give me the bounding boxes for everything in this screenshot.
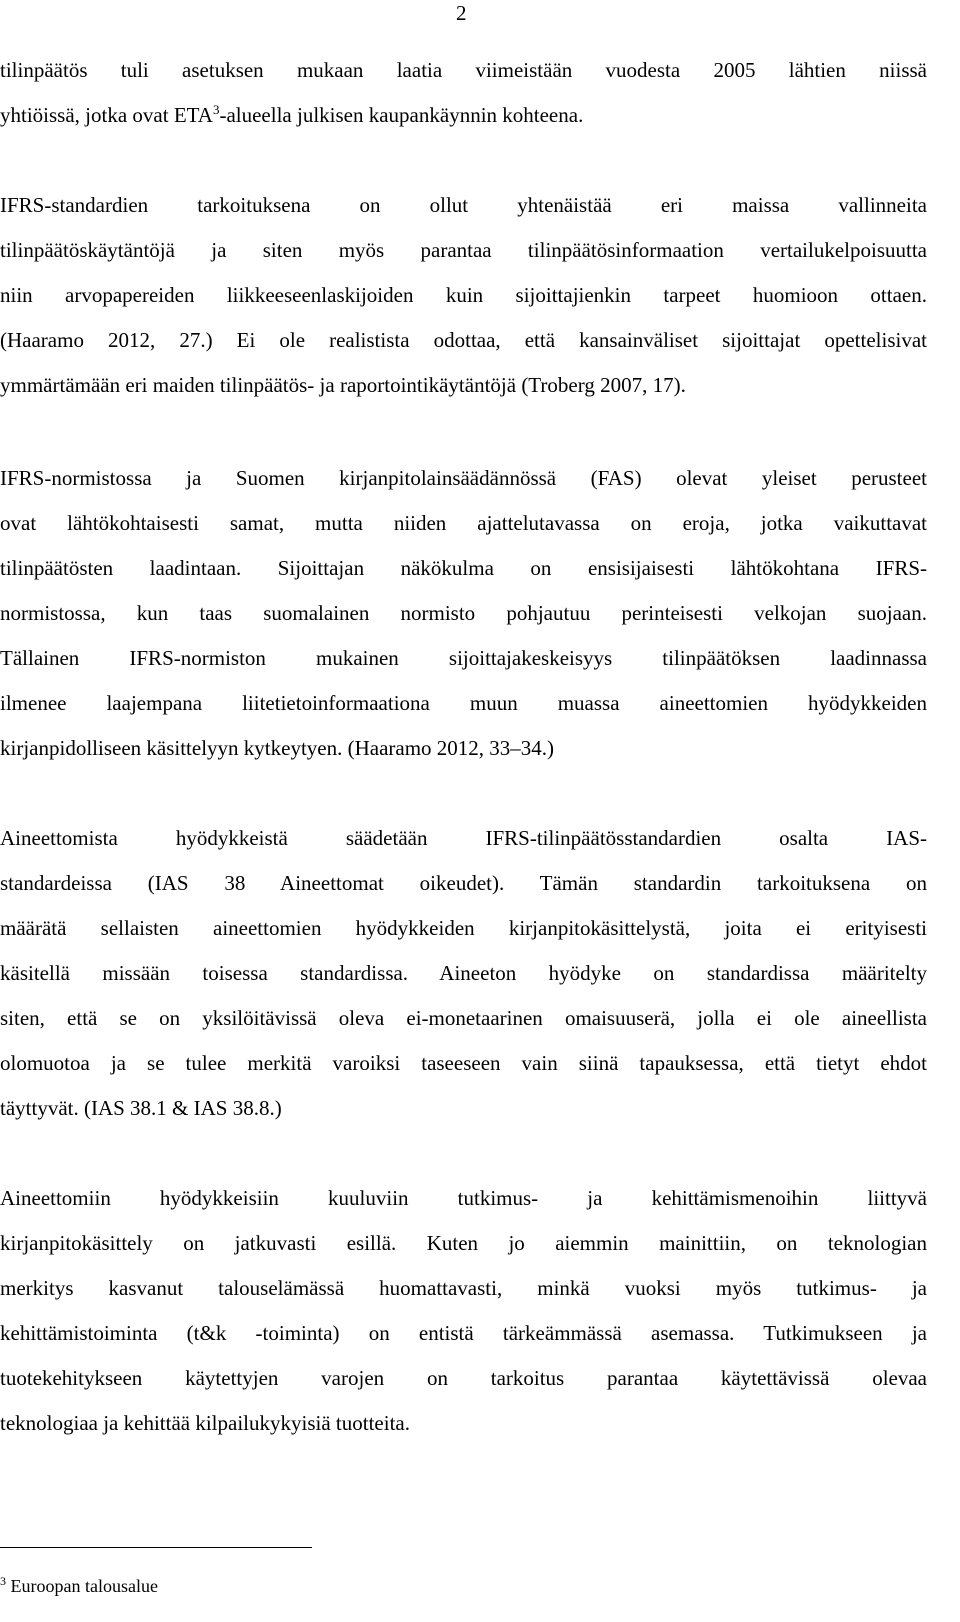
text-line: standardeissa (IAS 38 Aineettomat oikeudet). Tämän standardin tarkoituksena on <box>0 871 927 895</box>
text-line: siten, että se on yksilöitävissä oleva ei-monetaarinen omaisuuserä, jolla ei ole aineellista <box>0 1006 927 1030</box>
text-line: merkitys kasvanut talouselämässä huomattavasti, minkä vuoksi myös tutkimus- ja <box>0 1276 927 1300</box>
paragraph-5 <box>0 1176 927 1446</box>
text-line: ovat lähtökohtaisesti samat, mutta niiden ajattelutavassa on eroja, jotka vaikuttavat <box>0 511 927 535</box>
footnote-separator <box>0 1547 312 1548</box>
text-line: normistossa, kun taas suomalainen normisto pohjautuu perinteisesti velkojan suojaan. <box>0 601 927 625</box>
paragraph-4 <box>0 816 927 1131</box>
text-line: kehittämistoiminta (t&k -toiminta) on entistä tärkeämmässä asemassa. Tutkimukseen ja <box>0 1321 927 1345</box>
text-line: määrätä sellaisten aineettomien hyödykkeiden kirjanpitokäsittelystä, joita ei erityisesti <box>0 916 927 940</box>
text-line: ymmärtämään eri maiden tilinpäätös- ja raportointikäytäntöjä (Troberg 2007, 17). <box>0 373 686 397</box>
text-line: kirjanpitokäsittely on jatkuvasti esillä. Kuten jo aiemmin mainittiin, on teknologian <box>0 1231 927 1255</box>
text-fragment: -alueella julkisen kaupankäynnin kohteena. <box>219 103 584 127</box>
text-line: (Haaramo 2012, 27.) Ei ole realistista odottaa, että kansainväliset sijoittajat opettelisivat <box>0 328 927 352</box>
text-line: tilinpäätöskäytäntöjä ja siten myös parantaa tilinpäätösinformaation vertailukelpoisuutta <box>0 238 927 262</box>
text-line: ilmenee laajempana liitetietoinformaationa muun muassa aineettomien hyödykkeiden <box>0 691 927 715</box>
footnote-text: Euroopan talousalue <box>10 1576 158 1596</box>
text-line: IFRS-normistossa ja Suomen kirjanpitolainsäädännössä (FAS) olevat yleiset perusteet <box>0 466 927 490</box>
text-line: Tällainen IFRS-normiston mukainen sijoittajakeskeisyys tilinpäätöksen laadinnassa <box>0 646 927 670</box>
text-line: tilinpäätös tuli asetuksen mukaan laatia viimeistään vuodesta 2005 lähtien niissä <box>0 58 927 82</box>
text-line: olomuotoa ja se tulee merkitä varoiksi taseeseen vain siinä tapauksessa, että tietyt ehdot <box>0 1051 927 1075</box>
footnote-number: 3 <box>0 1574 6 1588</box>
text-line: niin arvopapereiden liikkeeseenlaskijoiden kuin sijoittajienkin tarpeet huomioon ottaen. <box>0 283 927 307</box>
text-line <box>0 93 927 138</box>
text-line: tilinpäätösten laadintaan. Sijoittajan näkökulma on ensisijaisesti lähtökohtana IFRS- <box>0 556 927 580</box>
text-line: Aineettomista hyödykkeistä säädetään IFRS-tilinpäätösstandardien osalta IAS- <box>0 826 927 850</box>
text-line: Aineettomiin hyödykkeisiin kuuluviin tutkimus- ja kehittämismenoihin liittyvä <box>0 1186 927 1210</box>
paragraph-2 <box>0 183 927 408</box>
text-fragment: yhtiöissä, jotka ovat ETA <box>0 103 213 127</box>
text-line: täyttyvät. (IAS 38.1 & IAS 38.8.) <box>0 1096 282 1120</box>
page-number: 2 <box>456 1 467 25</box>
footnote-marker: 3 <box>212 102 220 117</box>
text-line: käsitellä missään toisessa standardissa. Aineeton hyödyke on standardissa määritelty <box>0 961 927 985</box>
text-line: teknologiaa ja kehittää kilpailukykyisiä tuotteita. <box>0 1411 410 1435</box>
text-line: IFRS-standardien tarkoituksena on ollut yhtenäistää eri maissa vallinneita <box>0 193 927 217</box>
footnote <box>0 1574 158 1598</box>
paragraph-3 <box>0 456 927 771</box>
paragraph-1 <box>0 48 927 138</box>
text-line: tuotekehitykseen käytettyjen varojen on tarkoitus parantaa käytettävissä olevaa <box>0 1366 927 1390</box>
text-line: kirjanpidolliseen käsittelyyn kytkeytyen. (Haaramo 2012, 33–34.) <box>0 736 555 760</box>
